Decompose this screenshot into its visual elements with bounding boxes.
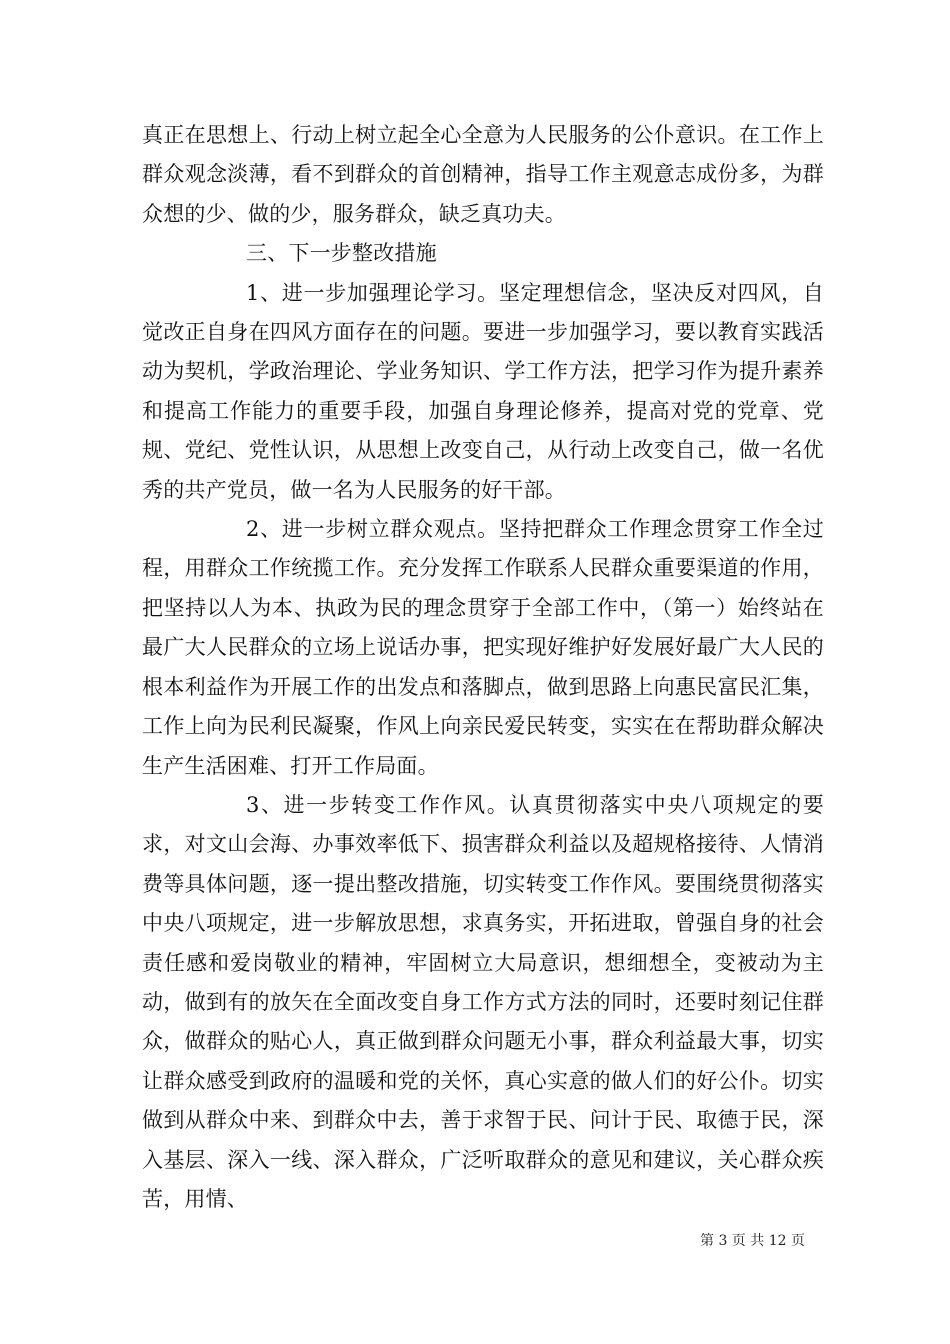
page-number-footer: 第 3 页 共 12 页 — [700, 1233, 805, 1249]
paragraph-continuation: 真正在思想上、行动上树立起全心全意为人民服务的公仆意识。在工作上群众观念淡薄，看不到群众的首创精神，指导工作主观意志成份多，为群众想的少、做的少，服务群众，缺乏真功夫。 — [142, 123, 824, 226]
section-heading: 三、下一步整改措施 — [246, 241, 437, 266]
paragraph-measure-2: 2、进一步树立群众观点。坚持把群众工作理念贯穿工作全过程，用群众工作统揽工作。充分发挥工作联系人民群众重要渠道的作用，把坚持以人为本、执政为民的理念贯穿于全部工作中，（第一）始终站在最广大人民群众的立场上说话办事，把实现好维护好发展好最广大人民的根本利益作为开展工作的出发点和落脚点，做到思路上向惠民富民汇集，工作上向为民利民凝聚，作风上向亲民爱民转变，实实在在帮助群众解决生产生活困难、打开工作局面。 — [142, 517, 824, 778]
paragraph-measure-1: 1、进一步加强理论学习。坚定理想信念，坚决反对四风，自觉改正自身在四风方面存在的问题。要进一步加强学习，要以教育实践活动为契机，学政治理论、学业务知识、学工作方法，把学习作为提升素养和提高工作能力的重要手段，加强自身理论修养，提高对党的党章、党规、党纪、党性认识，从思想上改变自己，从行动上改变自己，做一名优秀的共产党员，做一名为人民服务的好干部。 — [142, 280, 824, 502]
paragraph-measure-3: 3、进一步转变工作作风。认真贯彻落实中央八项规定的要求，对文山会海、办事效率低下、损害群众利益以及超规格接待、人情消费等具体问题，逐一提出整改措施，切实转变工作作风。要围绕贯彻落实中央八项规定，进一步解放思想，求真务实，开拓进取，曾强自身的社会责任感和爱岗敬业的精神，牢固树立大局意识，想细想全，变被动为主动，做到有的放矢在全面改变自身工作方式方法的同时，还要时刻记住群众，做群众的贴心人，真正做到群众问题无小事，群众利益最大事，切实让群众感受到政府的温暖和党的关怀，真心实意的做人们的好公仆。切实做到从群众中来、到群众中去，善于求智于民、问计于民、取德于民，深入基层、深入一线、深入群众，广泛听取群众的意见和建议，关心群众疾苦，用情、 — [142, 792, 824, 1211]
document-body — [142, 116, 824, 1219]
